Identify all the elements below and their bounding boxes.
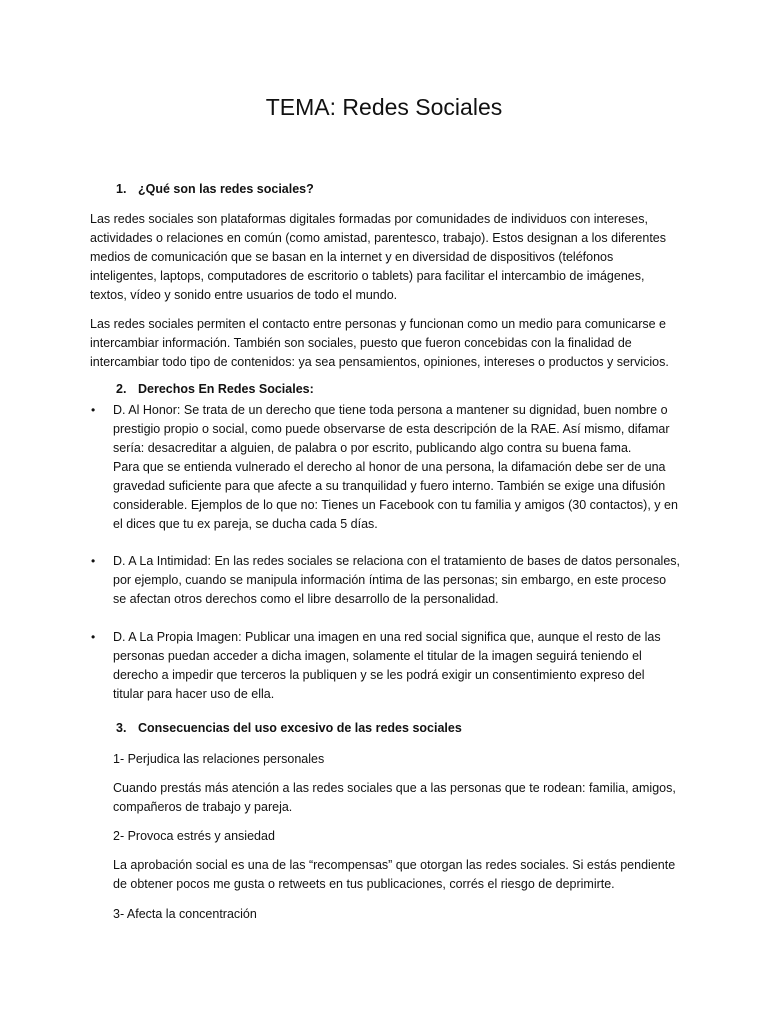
text-line: considerable. Ejemplos de lo que no: Tienes un Facebook con tu familia y amigos (30 contactos), y en [113, 498, 678, 512]
text-line: inteligentes, laptops, computadores de escritorio o tablets) para facilitar el intercambio de imágenes, [90, 269, 645, 283]
section-heading-text: ¿Qué son las redes sociales? [138, 182, 314, 196]
text-line: intercambiar todo tipo de contenidos: ya sea pensamientos, opiniones, intereses o productos y servicios. [90, 355, 669, 369]
text-line: D. Al Honor: Se trata de un derecho que tiene toda persona a mantener su dignidad, buen nombre o [113, 403, 668, 417]
text-line: medios de comunicación que se basan en la internet y en diversidad de dispositivos (teléfonos [90, 250, 614, 264]
section-number: 2. [116, 382, 127, 396]
text-line: textos, vídeo y sonido entre usuarios de todo el mundo. [90, 288, 398, 302]
text-line: derecho a impedir que terceros la publiquen y se les podrá exigir un consentimiento expreso del [113, 668, 645, 682]
section-heading-text: Consecuencias del uso excesivo de las redes sociales [138, 721, 462, 735]
section-number: 3. [116, 721, 127, 735]
bullet-icon: • [91, 630, 96, 644]
text-line: actividades o relaciones en común (como amistad, parentesco, trabajo). Estos designan a los diferentes [90, 231, 667, 245]
bullet-icon: • [91, 554, 96, 568]
text-line: intercambiar información. También son sociales, puesto que fueron concebidas con la finalidad de [90, 336, 632, 350]
text-line: de obtener pocos me gusta o retweets en tus publicaciones, corrés el riesgo de deprimirte. [113, 877, 615, 891]
text-line: 2- Provoca estrés y ansiedad [113, 829, 275, 843]
list-item [91, 628, 693, 704]
text-line: el dices que tu ex pareja, se ducha cada 5 días. [113, 517, 378, 531]
text-line: Las redes sociales son plataformas digitales formadas por comunidades de individuos con intereses, [90, 212, 648, 226]
text-line: La aprobación social es una de las “recompensas” que otorgan las redes sociales. Si estás pendiente [113, 858, 676, 872]
paragraph [90, 210, 690, 305]
section-heading-3 [116, 721, 462, 735]
subheading [113, 905, 693, 924]
text-line: Cuando prestás más atención a las redes sociales que a las personas que te rodean: familia, amigos, [113, 781, 676, 795]
paragraph [113, 779, 693, 817]
text-line: D. A La Intimidad: En las redes sociales se relaciona con el tratamiento de bases de datos personales, [113, 554, 680, 568]
text-line: se afectan otros derechos como el libre desarrollo de la personalidad. [113, 592, 499, 606]
text-line: Para que se entienda vulnerado el derecho al honor de una persona, la difamación debe ser de una [113, 460, 666, 474]
list-item [91, 401, 693, 534]
subheading [113, 827, 693, 846]
text-line: titular para hacer uso de ella. [113, 687, 275, 701]
section-heading-1 [116, 182, 314, 196]
text-line: prestigio propio o social, como puede observarse de esta descripción de la RAE. Así mismo, difamar [113, 422, 670, 436]
text-line: compañeros de trabajo y pareja. [113, 800, 293, 814]
bullet-icon: • [91, 403, 96, 417]
paragraph [90, 315, 690, 372]
list-item [91, 552, 693, 609]
text-line: Las redes sociales permiten el contacto entre personas y funcionan como un medio para comunicarse e [90, 317, 667, 331]
text-line: sería: desacreditar a alguien, de palabra o por escrito, publicando algo contra su buena fama. [113, 441, 632, 455]
text-line: D. A La Propia Imagen: Publicar una imagen en una red social significa que, aunque el resto de las [113, 630, 661, 644]
paragraph [113, 856, 693, 894]
section-number: 1. [116, 182, 127, 196]
text-line: gravedad suficiente para que afecte a su tranquilidad y fuero interno. También se exige una difusión [113, 479, 666, 493]
subheading [113, 750, 693, 769]
text-line: 1- Perjudica las relaciones personales [113, 752, 325, 766]
text-line: personas puedan acceder a dicha imagen, solamente el titular de la imagen seguirá teniendo el [113, 649, 642, 663]
section-heading-2 [116, 382, 314, 396]
text-line: 3- Afecta la concentración [113, 907, 257, 921]
text-line: por ejemplo, cuando se manipula información íntima de las personas; sin embargo, en este proceso [113, 573, 667, 587]
document-title: TEMA: Redes Sociales [265, 94, 503, 120]
section-heading-text: Derechos En Redes Sociales: [138, 382, 314, 396]
